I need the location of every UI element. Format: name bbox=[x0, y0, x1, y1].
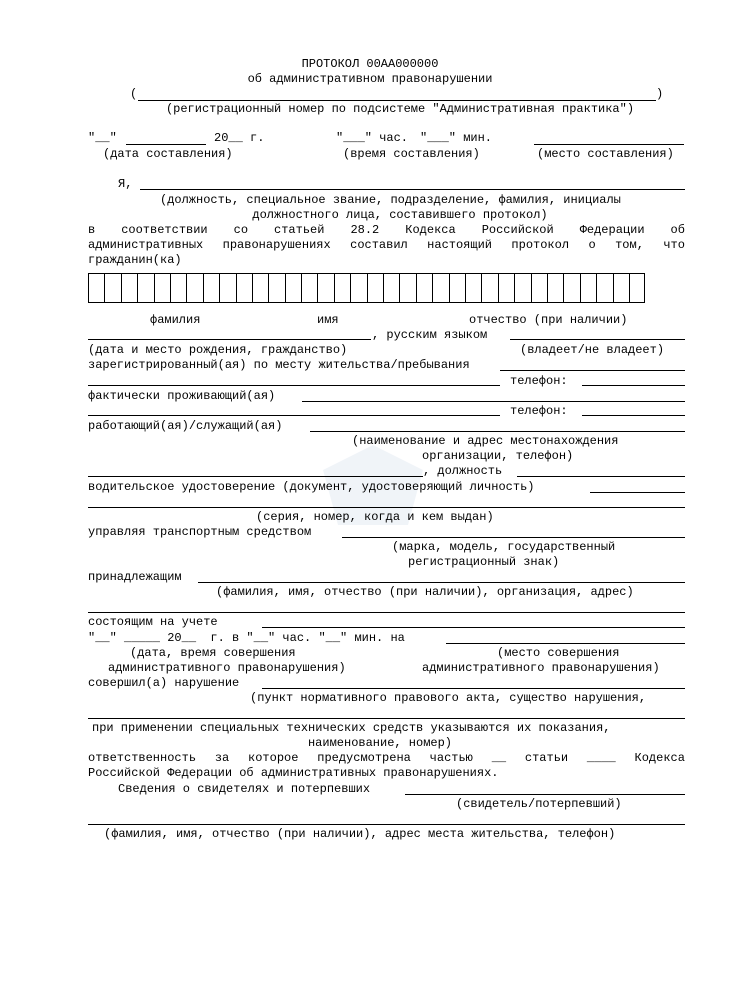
tech-caption-2: наименование, номер) bbox=[307, 736, 453, 750]
month-field[interactable] bbox=[126, 144, 206, 145]
name-letter-cell[interactable] bbox=[104, 273, 120, 303]
position-label: , должность bbox=[423, 464, 503, 478]
name-letter-cell[interactable] bbox=[416, 273, 432, 303]
violation-field-2[interactable] bbox=[88, 718, 685, 719]
tech-caption-1: при применении специальных технических средств указываются их показания, bbox=[92, 721, 611, 735]
owner-label: принадлежащим bbox=[88, 570, 182, 584]
name-letter-cell[interactable] bbox=[449, 273, 465, 303]
legal-text-word: что bbox=[663, 238, 685, 252]
name-letter-cell[interactable] bbox=[514, 273, 530, 303]
name-letter-cell[interactable] bbox=[236, 273, 252, 303]
registered-on-label: состоящим на учете bbox=[88, 615, 218, 629]
actual-residence-field[interactable] bbox=[302, 401, 685, 402]
patronymic-caption: отчество (при наличии) bbox=[469, 313, 628, 327]
russian-language-label: , русским языком bbox=[372, 328, 488, 342]
owner-field-2[interactable] bbox=[88, 612, 685, 613]
legal-text-word: административных bbox=[88, 238, 204, 252]
vehicle-caption-1: (марка, модель, государственный bbox=[392, 540, 616, 554]
name-letter-cell[interactable] bbox=[334, 273, 350, 303]
name-letter-cell[interactable] bbox=[399, 273, 415, 303]
name-letter-cell[interactable] bbox=[613, 273, 629, 303]
witness-field[interactable] bbox=[405, 794, 685, 795]
legal-text-line-1 bbox=[88, 223, 685, 237]
violation-place-field[interactable] bbox=[446, 643, 685, 644]
name-letter-cell[interactable] bbox=[629, 273, 645, 303]
name-letter-cell[interactable] bbox=[317, 273, 333, 303]
legal-text-word: Российской bbox=[481, 223, 554, 237]
legal-text-word: статьей bbox=[274, 223, 325, 237]
responsibility-word: статьи bbox=[524, 751, 569, 765]
place-caption: (место составления) bbox=[537, 147, 674, 161]
place-field[interactable] bbox=[534, 144, 684, 145]
paren-open: ( bbox=[130, 87, 138, 101]
responsibility-word: которое bbox=[248, 751, 299, 765]
responsibility-word: ответственность bbox=[88, 751, 197, 765]
violation-dt-caption-2: административного правонарушения) bbox=[108, 661, 346, 675]
legal-text-word: том, bbox=[615, 238, 644, 252]
protocol-subtitle: об административном правонарушении bbox=[247, 72, 493, 86]
name-letter-cell[interactable] bbox=[203, 273, 219, 303]
legal-text-word: Федерации bbox=[579, 223, 645, 237]
name-letter-cell[interactable] bbox=[383, 273, 399, 303]
protocol-title: ПРОТОКОЛ 00АА000000 bbox=[301, 57, 439, 71]
name-letter-cell[interactable] bbox=[350, 273, 366, 303]
phone-field-1[interactable] bbox=[582, 385, 685, 386]
name-letter-cell[interactable] bbox=[498, 273, 514, 303]
vehicle-field[interactable] bbox=[342, 537, 685, 538]
birth-field[interactable] bbox=[88, 339, 371, 340]
name-letter-cell[interactable] bbox=[481, 273, 497, 303]
legal-text-word: Кодекса bbox=[405, 223, 456, 237]
name-letter-cell[interactable] bbox=[432, 273, 448, 303]
work-field-2[interactable] bbox=[88, 476, 423, 477]
name-caption: имя bbox=[317, 313, 339, 327]
registered-field-2[interactable] bbox=[88, 385, 500, 386]
license-field[interactable] bbox=[590, 492, 685, 493]
license-label: водительское удостоверение (документ, удостоверяющий личность) bbox=[88, 480, 535, 494]
violation-point-caption: (пункт нормативного правового акта, существо нарушения, bbox=[250, 691, 647, 705]
name-letter-cell[interactable] bbox=[580, 273, 596, 303]
registered-field[interactable] bbox=[500, 370, 685, 371]
actual-residence-field-2[interactable] bbox=[88, 415, 500, 416]
legal-text-word: об bbox=[670, 223, 685, 237]
name-letter-cell[interactable] bbox=[186, 273, 202, 303]
name-letter-cell[interactable] bbox=[170, 273, 186, 303]
violation-pl-caption-1: (место совершения bbox=[497, 646, 620, 660]
phone-field-2[interactable] bbox=[582, 415, 685, 416]
phone-label-2: телефон: bbox=[510, 404, 568, 418]
legal-text-word: настоящий bbox=[427, 238, 492, 252]
registered-on-field[interactable] bbox=[262, 627, 685, 628]
work-caption-1: (наименование и адрес местонахождения bbox=[352, 434, 619, 448]
responsibility-line-1 bbox=[88, 751, 685, 765]
officer-caption-2: должностного лица, составившего протокол) bbox=[252, 208, 548, 222]
legal-text-word: 28.2 bbox=[350, 223, 380, 237]
name-letter-cell[interactable] bbox=[285, 273, 301, 303]
license-caption: (серия, номер, когда и кем выдан) bbox=[256, 510, 494, 524]
violation-dt-caption-1: (дата, время совершения bbox=[130, 646, 296, 660]
name-letter-cell[interactable] bbox=[268, 273, 284, 303]
name-letter-cell[interactable] bbox=[252, 273, 268, 303]
name-letter-cell[interactable] bbox=[531, 273, 547, 303]
name-letter-cell[interactable] bbox=[465, 273, 481, 303]
legal-text-line-2 bbox=[88, 238, 685, 252]
witness-label: Сведения о свидетелях и потерпевших bbox=[118, 782, 371, 796]
owner-field[interactable] bbox=[198, 582, 685, 583]
name-letter-cell[interactable] bbox=[301, 273, 317, 303]
owner-caption: (фамилия, имя, отчество (при наличии), организация, адрес) bbox=[216, 585, 634, 599]
surname-caption: фамилия bbox=[150, 313, 201, 327]
responsibility-word: за bbox=[214, 751, 230, 765]
name-letter-cell[interactable] bbox=[154, 273, 170, 303]
legal-text-word: со bbox=[233, 223, 249, 237]
name-letter-cell[interactable] bbox=[137, 273, 153, 303]
violation-pl-caption-2: административного правонарушения) bbox=[422, 661, 660, 675]
work-caption-2: организации, телефон) bbox=[422, 449, 574, 463]
actual-residence-label: фактически проживающий(ая) bbox=[88, 389, 276, 403]
position-field[interactable] bbox=[517, 476, 685, 477]
violation-datetime-field[interactable]: "__" _____ 20__ г. в "__" час. "__" мин. на bbox=[88, 631, 405, 645]
work-field[interactable] bbox=[310, 431, 685, 432]
violation-field[interactable] bbox=[262, 688, 685, 689]
work-label: работающий(ая)/служащий(ая) bbox=[88, 419, 283, 433]
name-letter-cell[interactable] bbox=[563, 273, 579, 303]
name-letter-cell[interactable] bbox=[88, 273, 104, 303]
name-letter-grid[interactable] bbox=[88, 273, 645, 303]
responsibility-word: ____ bbox=[586, 751, 616, 765]
legal-text-word: в bbox=[88, 223, 96, 237]
day-field[interactable]: "__" bbox=[88, 131, 117, 145]
witness-field-2[interactable] bbox=[88, 824, 685, 825]
time-caption: (время составления) bbox=[343, 147, 480, 161]
legal-text-word: протокол bbox=[511, 238, 570, 252]
year-field[interactable]: 20__ г. bbox=[214, 131, 265, 145]
minute-field[interactable]: "___" мин. bbox=[420, 131, 493, 145]
language-field[interactable] bbox=[510, 339, 685, 340]
responsibility-word: частью bbox=[429, 751, 473, 765]
witness-caption: (свидетель/потерпевший) bbox=[456, 797, 622, 811]
date-caption: (дата составления) bbox=[103, 147, 233, 161]
name-letter-cell[interactable] bbox=[219, 273, 235, 303]
language-caption: (владеет/не владеет) bbox=[520, 343, 665, 357]
reg-number-caption: (регистрационный номер по подсистеме "Административная практика") bbox=[165, 102, 635, 116]
license-field-2[interactable] bbox=[88, 507, 685, 508]
witness-caption-2: (фамилия, имя, отчество (при наличии), адрес места жительства, телефон) bbox=[104, 827, 616, 841]
hour-field[interactable]: "___" час. bbox=[336, 131, 409, 145]
vehicle-caption-2: регистрационный знак) bbox=[408, 555, 560, 569]
legal-text-word: о bbox=[588, 238, 596, 252]
phone-label-1: телефон: bbox=[510, 374, 568, 388]
legal-text-word: правонарушениях bbox=[222, 238, 331, 252]
responsibility-word: предусмотрена bbox=[317, 751, 411, 765]
responsibility-word: __ bbox=[491, 751, 507, 765]
citizen-label: гражданин(ка) bbox=[88, 253, 182, 267]
legal-text-word: составил bbox=[350, 238, 408, 252]
birth-caption: (дата и место рождения, гражданство) bbox=[88, 343, 348, 357]
reg-number-field[interactable] bbox=[138, 100, 656, 101]
vehicle-label: управляя транспортным средством bbox=[88, 525, 312, 539]
officer-caption-1: (должность, специальное звание, подразделение, фамилия, инициалы bbox=[160, 193, 621, 207]
paren-close: ) bbox=[656, 87, 664, 101]
name-letter-cell[interactable] bbox=[367, 273, 383, 303]
name-letter-cell[interactable] bbox=[121, 273, 137, 303]
responsibility-line-2: Российской Федерации об административных правонарушениях. bbox=[88, 766, 499, 780]
legal-text-word: соответствии bbox=[121, 223, 208, 237]
name-letter-cell[interactable] bbox=[596, 273, 612, 303]
committed-label: совершил(а) нарушение bbox=[88, 676, 240, 690]
name-letter-cell[interactable] bbox=[547, 273, 563, 303]
officer-field[interactable] bbox=[140, 189, 685, 190]
registered-label: зарегистрированный(ая) по месту жительства/пребывания bbox=[88, 358, 470, 372]
responsibility-word: Кодекса bbox=[634, 751, 685, 765]
ya-label: Я, bbox=[118, 177, 133, 191]
